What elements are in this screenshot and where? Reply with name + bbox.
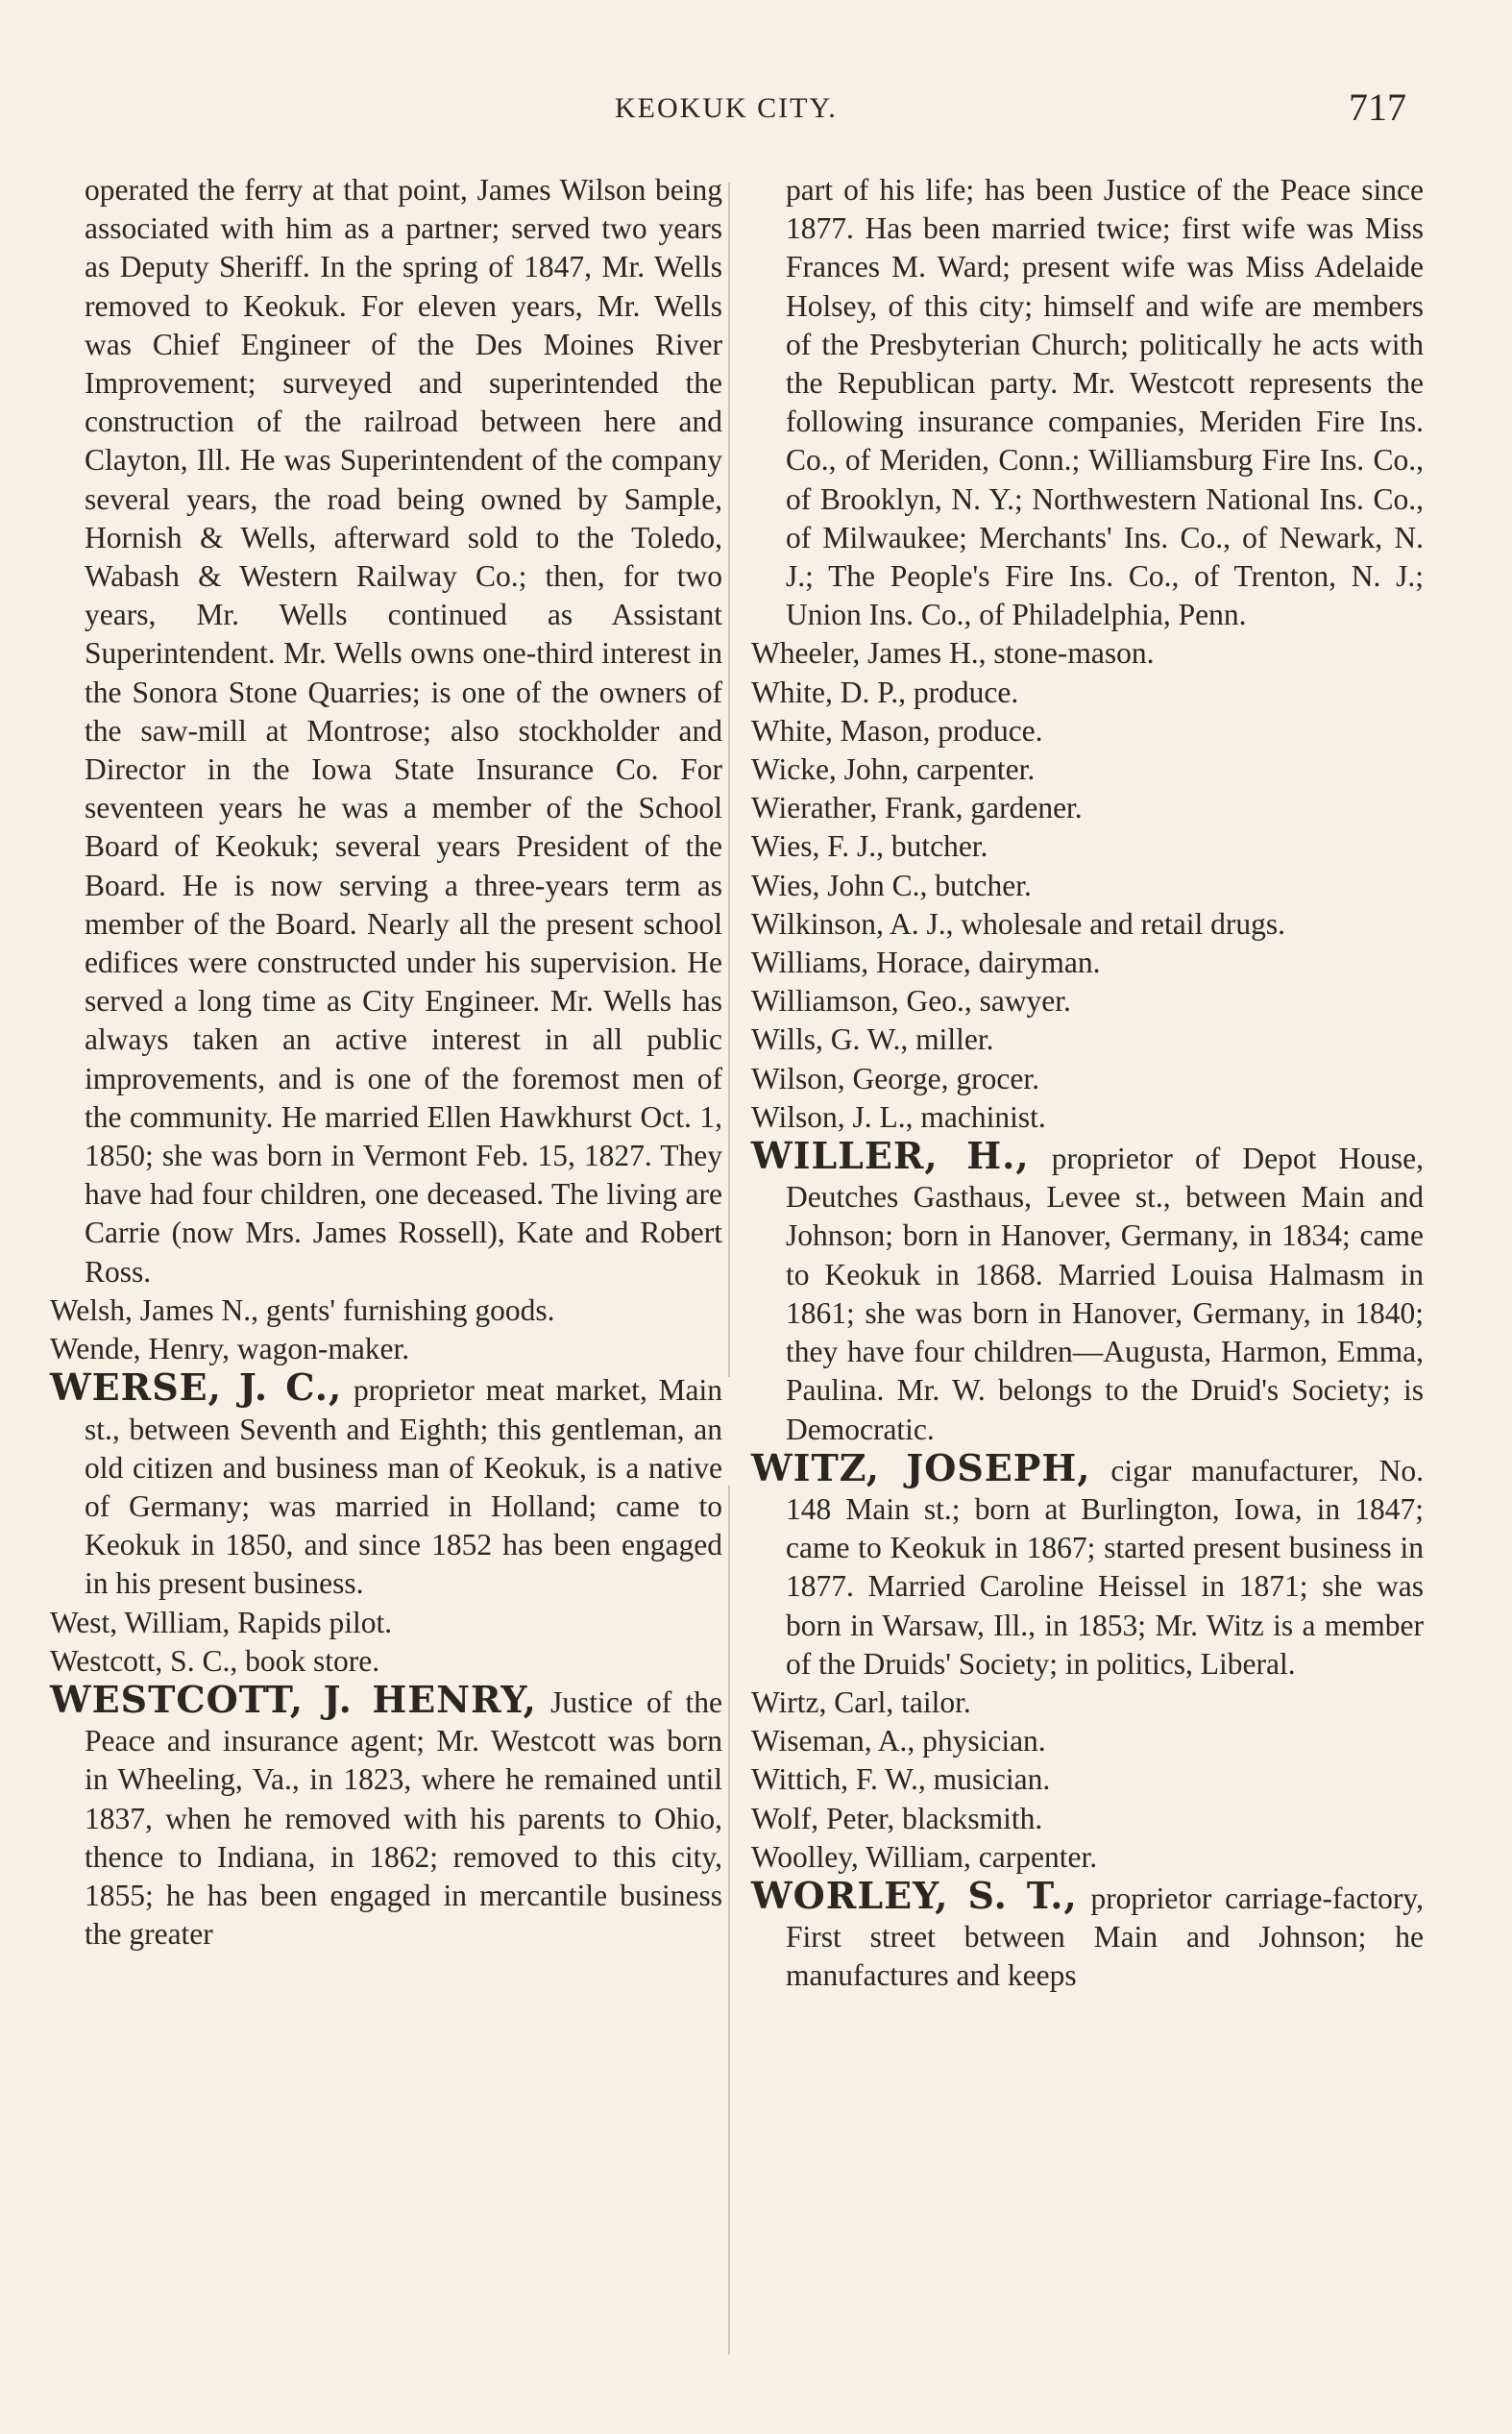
directory-entry: White, Mason, produce. — [751, 713, 1043, 748]
directory-entry: Wies, F. J., butcher. — [751, 829, 988, 864]
directory-entry: Williamson, Geo., sawyer. — [751, 984, 1071, 1019]
running-title: KEOKUK CITY. — [615, 92, 838, 124]
directory-entry: Westcott, S. C., book store. — [50, 1643, 380, 1678]
directory-entry: Woolley, William, carpenter. — [751, 1839, 1098, 1874]
directory-entry: Wilkinson, A. J., wholesale and retail drugs. — [751, 906, 1286, 941]
left-column — [50, 171, 722, 1954]
entry-text: cigar manufacturer, No. 148 Main st.; born at Burlington, Iowa, in 1847; came to Keokuk in 1867; started present business in 1877. Married Caroline Heissel in 1871; she was born in Warsaw, Ill., in 1853; Mr. Witz is a member of the Druids' Society; in politics, Liberal. — [786, 1453, 1425, 1681]
directory-entry-featured — [751, 1873, 1424, 1996]
entry-text: Justice of the Peace and insurance agent; Mr. Westcott was born in Wheeling, Va., in 1823, where he remained until 1837, when he removed with his parents to Ohio, thence to Indiana, in 1862; removed to this city, 1855; he has been engaged in mercantile business the greater — [85, 1684, 722, 1952]
entry-name: WILLER, H., — [751, 1134, 1030, 1178]
entry-name: WESTCOTT, J. HENRY, — [50, 1677, 537, 1721]
directory-entry: Williams, Horace, dairyman. — [751, 946, 1101, 980]
directory-entry: Wirtz, Carl, tailor. — [751, 1684, 971, 1719]
directory-entry: Wills, G. W., miller. — [751, 1022, 994, 1057]
directory-entry: Wierather, Frank, gardener. — [751, 791, 1083, 825]
directory-entry: Wilson, George, grocer. — [751, 1061, 1039, 1095]
continued-paragraph: part of his life; has been Justice of the Peace since 1877. Has been married twice; first wife was Miss Frances M. Ward; present wife was Miss Adelaide Holsey, of this city; himself and wife are members of the Presbyterian Church; politically he acts with the Republican party. Mr. Westcott represents the following insurance companies, Meriden Fire Ins. Co., of Meriden, Conn.; Williamsburg Fire Ins. Co., of Brooklyn, N. Y.; Northwestern National Ins. Co., of Milwaukee; Merchants' Ins. Co., of Newark, N. J.; The People's Fire Ins. Co., of Trenton, N. J.; Union Ins. Co., of Philadelphia, Penn. — [786, 173, 1424, 632]
directory-entry: Wende, Henry, wagon-maker. — [50, 1332, 410, 1366]
directory-entry-featured — [50, 1677, 722, 1954]
entry-name: WORLEY, S. T., — [751, 1873, 1078, 1917]
directory-entry: Wicke, John, carpenter. — [751, 752, 1036, 787]
entry-text: proprietor of Depot House, Deutches Gasthaus, Levee st., between Main and Johnson; born in Hanover, Germany, in 1834; came to Keokuk in 1868. Married Louisa Halmasm in 1861; she was born in Hanover, Germany, in 1840; they have four children—Augusta, Harmon, Emma, Paulina. Mr. W. belongs to the Druid's Society; is Democratic. — [786, 1142, 1424, 1446]
directory-entry: Wittich, F. W., musician. — [751, 1762, 1051, 1797]
directory-entry: Welsh, James N., gents' furnishing goods. — [50, 1292, 555, 1327]
running-head — [0, 85, 1512, 133]
directory-entry: West, William, Rapids pilot. — [50, 1605, 393, 1639]
continued-paragraph: operated the ferry at that point, James Wilson being associated with him as a partner; served two years as Deputy Sheriff. In the spring of 1847, Mr. Wells removed to Keokuk. For eleven years, Mr. Wells was Chief Engineer of the Des Moines River Improvement; surveyed and superintended the construction of the railroad between here and Clayton, Ill. He was Superintendent of the company several years, the road being owned by Sample, Hornish & Wells, afterward sold to the Toledo, Wabash & Western Railway Co.; then, for two years, Mr. Wells continued as Assistant Superintendent. Mr. Wells owns one-third interest in the Sonora Stone Quarries; is one of the owners of the saw-mill at Montrose; also stockholder and Director in the Iowa State Insurance Co. For seventeen years he was a member of the School Board of Keokuk; several years President of the Board. He is now serving a three-years term as member of the Board. Nearly all the present school edifices were constructed under his supervision. He served a long time as City Engineer. Mr. Wells has always taken an active interest in all public improvements, and is one of the foremost men of the community. He married Ellen Hawkhurst Oct. 1, 1850; she was born in Vermont Feb. 15, 1827. They have had four children, one deceased. The living are Carrie (now Mrs. James Rossell), Kate and Robert Ross. — [85, 173, 722, 1289]
right-column — [751, 171, 1424, 1996]
directory-entry: Wilson, J. L., machinist. — [751, 1099, 1046, 1134]
page-number: 717 — [1349, 86, 1406, 129]
entry-text: proprietor carriage-factory, First street between Main and Johnson; he manufactures and keeps — [786, 1881, 1424, 1993]
directory-entry: Wies, John C., butcher. — [751, 868, 1032, 902]
directory-entry: Wiseman, A., physician. — [751, 1724, 1046, 1758]
entry-name: WERSE, J. C., — [50, 1365, 343, 1410]
directory-entry: Wolf, Peter, blacksmith. — [751, 1801, 1043, 1835]
directory-entry: Wheeler, James H., stone-mason. — [751, 636, 1155, 671]
entry-name: WITZ, JOSEPH, — [751, 1445, 1091, 1489]
column-rule — [728, 183, 730, 2354]
directory-entry-featured — [50, 1365, 723, 1603]
entry-text: proprietor meat market, Main st., between Seventh and Eighth; this gentleman, an old citizen and business man of Keokuk, is a native of Germany; was married in Holland; came to Keokuk in 1850, and since 1852 has been engaged in his present business. — [85, 1373, 723, 1601]
directory-entry-featured — [751, 1445, 1425, 1684]
directory-entry-featured — [751, 1134, 1424, 1449]
directory-entry: White, D. P., produce. — [751, 675, 1019, 709]
